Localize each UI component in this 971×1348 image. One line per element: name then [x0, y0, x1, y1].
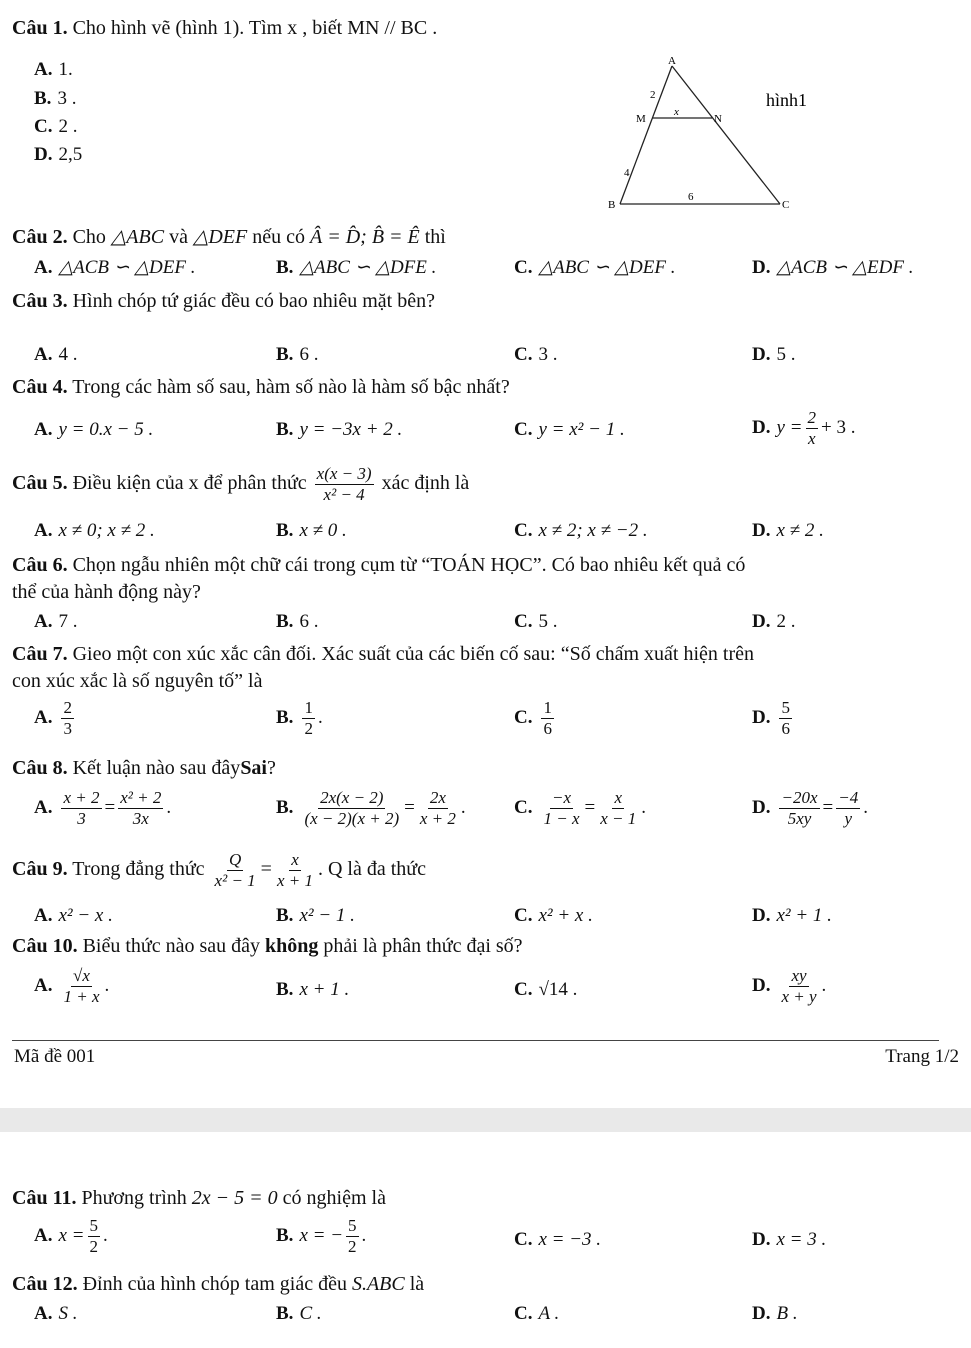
denominator: y: [844, 809, 852, 828]
question-text: và: [169, 226, 188, 248]
option-b[interactable]: [276, 1216, 366, 1257]
denominator: x² − 1: [214, 871, 256, 890]
option-letter: B.: [276, 520, 294, 541]
denominator: (x − 2)(x + 2): [304, 809, 400, 828]
option-letter: C.: [514, 344, 533, 365]
option-a[interactable]: [34, 1216, 108, 1257]
question-label: Câu 8.: [12, 757, 68, 779]
option-letter: C.: [514, 257, 533, 278]
question-10: [12, 934, 523, 958]
numerator: 5: [89, 1216, 98, 1235]
option-letter: A.: [34, 520, 53, 541]
option-letter: D.: [752, 1303, 771, 1324]
option-text: x + 1 .: [299, 979, 350, 1000]
fraction: [779, 698, 792, 739]
question-label: Câu 10.: [12, 935, 78, 957]
denominator: 3: [77, 809, 86, 828]
option-letter: A.: [34, 905, 53, 926]
question-text-end: phải là phân thức đại số?: [323, 935, 523, 957]
side-ac: [672, 66, 780, 204]
question-4: [12, 375, 510, 399]
option-text: △ACB ∽ △EDF .: [776, 257, 914, 278]
numerator: x + 2: [63, 788, 100, 807]
question-text-after: xác định là: [381, 472, 470, 495]
fraction-right: [118, 788, 163, 829]
fraction-right: [836, 788, 860, 829]
numerator: 2x(x − 2): [320, 788, 384, 807]
question-text: Điều kiện của x để phân thức: [72, 472, 307, 495]
option-text: △ABC ∽ △DFE .: [299, 257, 437, 278]
option-letter: D.: [752, 706, 771, 728]
question-text: Kết luận nào sau đây: [72, 757, 241, 779]
numerator: 2x: [429, 788, 446, 807]
option-text: x ≠ 0 .: [299, 520, 347, 541]
option-letter: A.: [34, 611, 53, 632]
option-letter: D.: [752, 611, 771, 632]
option-letter: A.: [34, 1224, 53, 1246]
option-d[interactable]: [752, 1228, 826, 1252]
option-text: △ACB ∽ △DEF .: [58, 257, 196, 278]
option-suffix: .: [166, 796, 172, 818]
option-letter: D.: [752, 796, 771, 818]
option-letter: B.: [276, 905, 294, 926]
option-text: 2 .: [58, 116, 78, 137]
option-text: 3 .: [57, 88, 77, 109]
question-text-end: ?: [267, 757, 276, 779]
option-text: 3 .: [538, 344, 558, 365]
question-3: [12, 289, 435, 313]
option-a[interactable]: [34, 58, 73, 82]
option-a[interactable]: [34, 698, 77, 739]
option-b[interactable]: [34, 87, 76, 111]
option-prefix: y =: [776, 416, 803, 438]
numerator: 1: [304, 698, 313, 717]
question-label: Câu 9.: [12, 858, 68, 881]
question-text-after: . Q là đa thức: [317, 858, 427, 881]
option-a[interactable]: [34, 519, 155, 543]
option-letter: C.: [514, 796, 533, 818]
option-text: S .: [58, 1303, 78, 1324]
option-b[interactable]: [276, 904, 355, 928]
option-text: √14 .: [538, 979, 578, 1000]
page-number: Trang 1/2: [885, 1046, 959, 1067]
option-text: 5 .: [776, 344, 796, 365]
question-label: Câu 11.: [12, 1187, 77, 1209]
option-suffix: .: [103, 1224, 108, 1246]
option-text: x² + x .: [538, 905, 593, 926]
numerator: x: [291, 850, 299, 869]
option-letter: B.: [276, 419, 294, 440]
question-label: Câu 3.: [12, 290, 68, 312]
option-a[interactable]: [34, 343, 77, 367]
numerator: √x: [73, 966, 90, 985]
option-letter: C.: [514, 1229, 533, 1250]
numerator: 5: [348, 1216, 357, 1235]
fraction-left: [302, 788, 401, 829]
denominator: 2: [348, 1237, 357, 1256]
option-c[interactable]: [514, 698, 557, 739]
option-letter: C.: [514, 905, 533, 926]
option-text: x ≠ 2; x ≠ −2 .: [538, 520, 648, 541]
denominator: 2: [304, 719, 313, 738]
option-suffix: .: [460, 796, 466, 818]
option-suffix: .: [821, 974, 827, 996]
option-suffix: + 3 .: [821, 416, 856, 438]
option-suffix: .: [317, 706, 323, 728]
option-d[interactable]: [752, 408, 855, 449]
option-letter: D.: [752, 416, 771, 438]
option-c[interactable]: [514, 610, 557, 634]
option-d[interactable]: [752, 610, 795, 634]
triangle-abc: △ABC: [110, 226, 165, 248]
option-c[interactable]: [514, 904, 593, 928]
pyramid-name: S.ABC: [351, 1273, 405, 1295]
option-b[interactable]: [276, 418, 402, 442]
fraction: [61, 698, 74, 739]
option-text: 6 .: [299, 611, 319, 632]
option-letter: D.: [34, 144, 53, 165]
figure-caption: hình1: [766, 90, 808, 110]
option-b[interactable]: B. $\frac{2x(x - 2)}{(x - 2)(x + 2)}$ = $\frac{2x}{x + 2}$ .: [276, 788, 466, 828]
numerator: x: [614, 788, 623, 807]
fraction: [302, 698, 315, 739]
option-d[interactable]: [752, 1302, 798, 1326]
option-letter: B.: [276, 344, 294, 365]
option-a[interactable]: [34, 256, 195, 280]
question-6: [12, 553, 745, 577]
option-text: x = 3 .: [776, 1229, 827, 1250]
question-text: Đỉnh của hình chóp tam giác đều: [82, 1273, 347, 1295]
option-letter: B.: [276, 796, 294, 818]
denominator: 5xy: [787, 809, 812, 828]
question-text-after: là: [409, 1273, 425, 1295]
option-letter: B.: [276, 706, 294, 728]
option-suffix: .: [104, 974, 110, 996]
denominator: x: [807, 429, 816, 448]
fraction: [346, 1216, 359, 1257]
page-gap: [0, 1108, 971, 1132]
question-text: Chọn ngẫu nhiên một chữ cái trong cụm từ “TOÁN HỌC”. Có bao nhiêu kết quả có: [72, 554, 746, 576]
option-text: 5 .: [538, 611, 558, 632]
denominator: 1 + x: [63, 987, 100, 1006]
footer-divider: [12, 1040, 939, 1041]
option-letter: C.: [514, 611, 533, 632]
option-b[interactable]: [276, 256, 436, 280]
exam-page-2: [0, 1132, 971, 1348]
numerator: 1: [543, 698, 552, 717]
denominator: 2: [89, 1237, 98, 1256]
question-label: Câu 12.: [12, 1273, 78, 1295]
option-letter: B.: [276, 1224, 294, 1246]
fraction-left: [213, 850, 258, 891]
question-5: [12, 464, 469, 505]
fraction: [61, 966, 101, 1007]
denominator: 6: [781, 719, 790, 738]
angle-condition: Â = D̂; B̂ = Ê: [310, 226, 420, 248]
option-text: △ABC ∽ △DEF .: [538, 257, 676, 278]
option-d[interactable]: D. $\frac{-20x}{5xy}$ = $\frac{-4}{y}$ .: [752, 788, 868, 828]
question-label: Câu 2.: [12, 226, 68, 248]
option-c[interactable]: [514, 1228, 601, 1252]
option-d[interactable]: [752, 256, 913, 280]
label-n: N: [714, 113, 722, 125]
triangle-def: △DEF: [192, 226, 248, 248]
question-9: Câu 9. Trong đẳng thức $\frac{Q}{\text{x² − 1}}$ = $\frac{x}{x + 1}$ . Q là đa thức: [12, 850, 427, 890]
denominator: 3: [63, 719, 72, 738]
option-prefix: x = −: [299, 1224, 344, 1246]
option-letter: A.: [34, 796, 53, 818]
option-b[interactable]: [276, 978, 349, 1002]
option-text: y = 0.x − 5 .: [58, 419, 154, 440]
question-label: Câu 7.: [12, 643, 68, 665]
option-letter: D.: [752, 1229, 771, 1250]
option-letter: B.: [276, 979, 294, 1000]
fraction: [806, 408, 819, 449]
option-c[interactable]: [514, 519, 648, 543]
numerator: 2: [63, 698, 72, 717]
question-label: Câu 1.: [12, 17, 68, 39]
option-letter: D.: [752, 974, 771, 996]
option-a[interactable]: [34, 1302, 77, 1326]
numerator: −x: [551, 788, 572, 807]
option-letter: A.: [34, 974, 53, 996]
option-text: A .: [538, 1303, 560, 1324]
denominator: 1 − x: [543, 809, 580, 828]
question-label: Câu 5.: [12, 472, 68, 495]
option-d[interactable]: [752, 343, 795, 367]
option-a[interactable]: [34, 610, 77, 634]
option-text: x ≠ 0; x ≠ 2 .: [58, 520, 155, 541]
denominator: x − 1: [600, 809, 637, 828]
option-text: 7 .: [58, 611, 78, 632]
option-c[interactable]: [514, 256, 675, 280]
option-letter: C.: [514, 1303, 533, 1324]
option-suffix: .: [641, 796, 647, 818]
fraction: [88, 1216, 101, 1257]
option-suffix: .: [361, 1224, 367, 1246]
option-a[interactable]: A. $\frac{x + 2}{3}$ = $\frac{\text{x² + 2}}{3x}$ .: [34, 788, 172, 828]
option-letter: B.: [276, 257, 294, 278]
option-text: 2 .: [776, 611, 796, 632]
option-b[interactable]: [276, 610, 318, 634]
option-b[interactable]: [276, 343, 318, 367]
numerator: −20x: [781, 788, 818, 807]
question-text: Hình chóp tứ giác đều có bao nhiêu mặt bên?: [72, 290, 435, 312]
equation: 2x − 5 = 0: [191, 1187, 278, 1209]
option-letter: C.: [514, 520, 533, 541]
option-text: 2,5: [58, 144, 83, 165]
question-7: [12, 642, 754, 666]
option-d[interactable]: [34, 143, 82, 167]
option-c[interactable]: [514, 1302, 559, 1326]
fraction: [541, 698, 554, 739]
option-text: x² − x .: [58, 905, 113, 926]
option-letter: D.: [752, 344, 771, 365]
option-a[interactable]: [34, 904, 113, 928]
question-label: Câu 6.: [12, 554, 68, 576]
question-text: Gieo một con xúc xắc cân đối. Xác suất của các biến cố sau: “Số chấm xuất hiện trên: [72, 643, 754, 665]
label-b: B: [608, 199, 616, 211]
fraction: [315, 464, 374, 505]
label-am: 2: [650, 89, 656, 101]
option-text: 4 .: [58, 344, 78, 365]
option-letter: C.: [514, 706, 533, 728]
fraction: [779, 966, 818, 1007]
option-b[interactable]: [276, 698, 323, 739]
option-letter: C.: [514, 979, 533, 1000]
question-8: [12, 756, 276, 780]
question-7-continued: con xúc xắc là số nguyên tố” là: [12, 670, 263, 692]
option-text: y = −3x + 2 .: [299, 419, 403, 440]
numerator: −4: [838, 788, 859, 807]
option-c[interactable]: C. $\frac{-x}{1 - x}$ = $\frac{x}{x - 1}$ .: [514, 788, 647, 828]
option-letter: A.: [34, 59, 53, 80]
label-mb: 4: [624, 167, 630, 179]
numerator: xy: [791, 966, 807, 985]
question-2: [12, 225, 446, 249]
option-d[interactable]: [752, 904, 832, 928]
question-text: Biểu thức nào sau đây: [82, 935, 261, 957]
option-b[interactable]: [276, 1302, 322, 1326]
question-emphasis: Sai: [240, 757, 267, 779]
numerator: 5: [781, 698, 790, 717]
option-prefix: x =: [58, 1224, 85, 1246]
option-c[interactable]: [514, 978, 577, 1002]
option-c[interactable]: [514, 418, 625, 442]
option-c[interactable]: [514, 343, 557, 367]
fraction-left: [779, 788, 819, 829]
fraction-right: [418, 788, 458, 829]
question-text: thì: [424, 226, 446, 248]
option-letter: B.: [276, 611, 294, 632]
option-d[interactable]: [752, 519, 824, 543]
option-c[interactable]: [34, 115, 77, 139]
option-text: x² − 1 .: [299, 905, 355, 926]
numerator: 2: [807, 408, 816, 427]
option-suffix: .: [863, 796, 868, 818]
option-letter: A.: [34, 257, 53, 278]
numerator: x² + 2: [120, 788, 162, 807]
denominator: 3x: [132, 809, 149, 828]
question-text: Phương trình: [81, 1187, 187, 1209]
fraction-right: [275, 850, 315, 891]
denominator: x + 2: [419, 809, 456, 828]
option-text: x ≠ 2 .: [776, 520, 824, 541]
option-d[interactable]: [752, 966, 826, 1007]
question-label: Câu 4.: [12, 376, 68, 398]
label-c: C: [782, 199, 790, 211]
option-letter: B.: [34, 88, 52, 109]
label-mn: x: [674, 106, 679, 118]
option-letter: A.: [34, 344, 53, 365]
question-text: Trong các hàm số sau, hàm số nào là hàm số bậc nhất?: [72, 376, 510, 398]
fraction-left: [61, 788, 101, 829]
exam-code: Mã đề 001: [14, 1046, 96, 1067]
question-text: Cho hình vẽ (hình 1). Tìm x , biết MN // BC .: [72, 17, 438, 39]
denominator: x + y: [781, 987, 817, 1006]
denominator: 6: [543, 719, 552, 738]
option-text: C .: [299, 1303, 322, 1324]
option-text: x = −3 .: [538, 1229, 602, 1250]
numerator: Q: [228, 850, 242, 869]
option-text: 6 .: [299, 344, 319, 365]
option-d[interactable]: [752, 698, 795, 739]
option-a[interactable]: [34, 966, 109, 1007]
label-bc: 6: [688, 191, 694, 203]
question-12: [12, 1272, 424, 1296]
denominator: x + 1: [276, 871, 313, 890]
fraction-right: [598, 788, 638, 829]
option-letter: D.: [752, 905, 771, 926]
label-a: A: [668, 55, 676, 67]
question-1: [12, 16, 437, 40]
option-letter: C.: [514, 419, 533, 440]
denominator: x² − 4: [323, 485, 365, 504]
question-text: Trong đẳng thức: [72, 858, 205, 881]
option-a[interactable]: [34, 418, 153, 442]
option-b[interactable]: [276, 519, 347, 543]
question-6-continued: thể của hành động này?: [12, 581, 201, 603]
label-m: M: [636, 113, 646, 125]
question-text-after: có nghiệm là: [282, 1187, 386, 1209]
numerator: x(x − 3): [316, 464, 372, 483]
option-letter: B.: [276, 1303, 294, 1324]
triangle-figure: [600, 52, 840, 217]
option-text: 1.: [58, 59, 73, 80]
option-letter: A.: [34, 419, 53, 440]
question-11: [12, 1186, 386, 1210]
option-letter: D.: [752, 520, 771, 541]
option-text: B .: [776, 1303, 798, 1324]
option-text: y = x² − 1 .: [538, 419, 625, 440]
option-letter: C.: [34, 116, 53, 137]
question-text: Cho: [72, 226, 106, 248]
option-letter: A.: [34, 706, 53, 728]
question-text: nếu có: [252, 226, 305, 248]
side-ab: [620, 66, 672, 204]
option-letter: A.: [34, 1303, 53, 1324]
option-letter: D.: [752, 257, 771, 278]
option-text: x² + 1 .: [776, 905, 832, 926]
question-emphasis: không: [265, 935, 319, 957]
fraction-left: [541, 788, 581, 829]
